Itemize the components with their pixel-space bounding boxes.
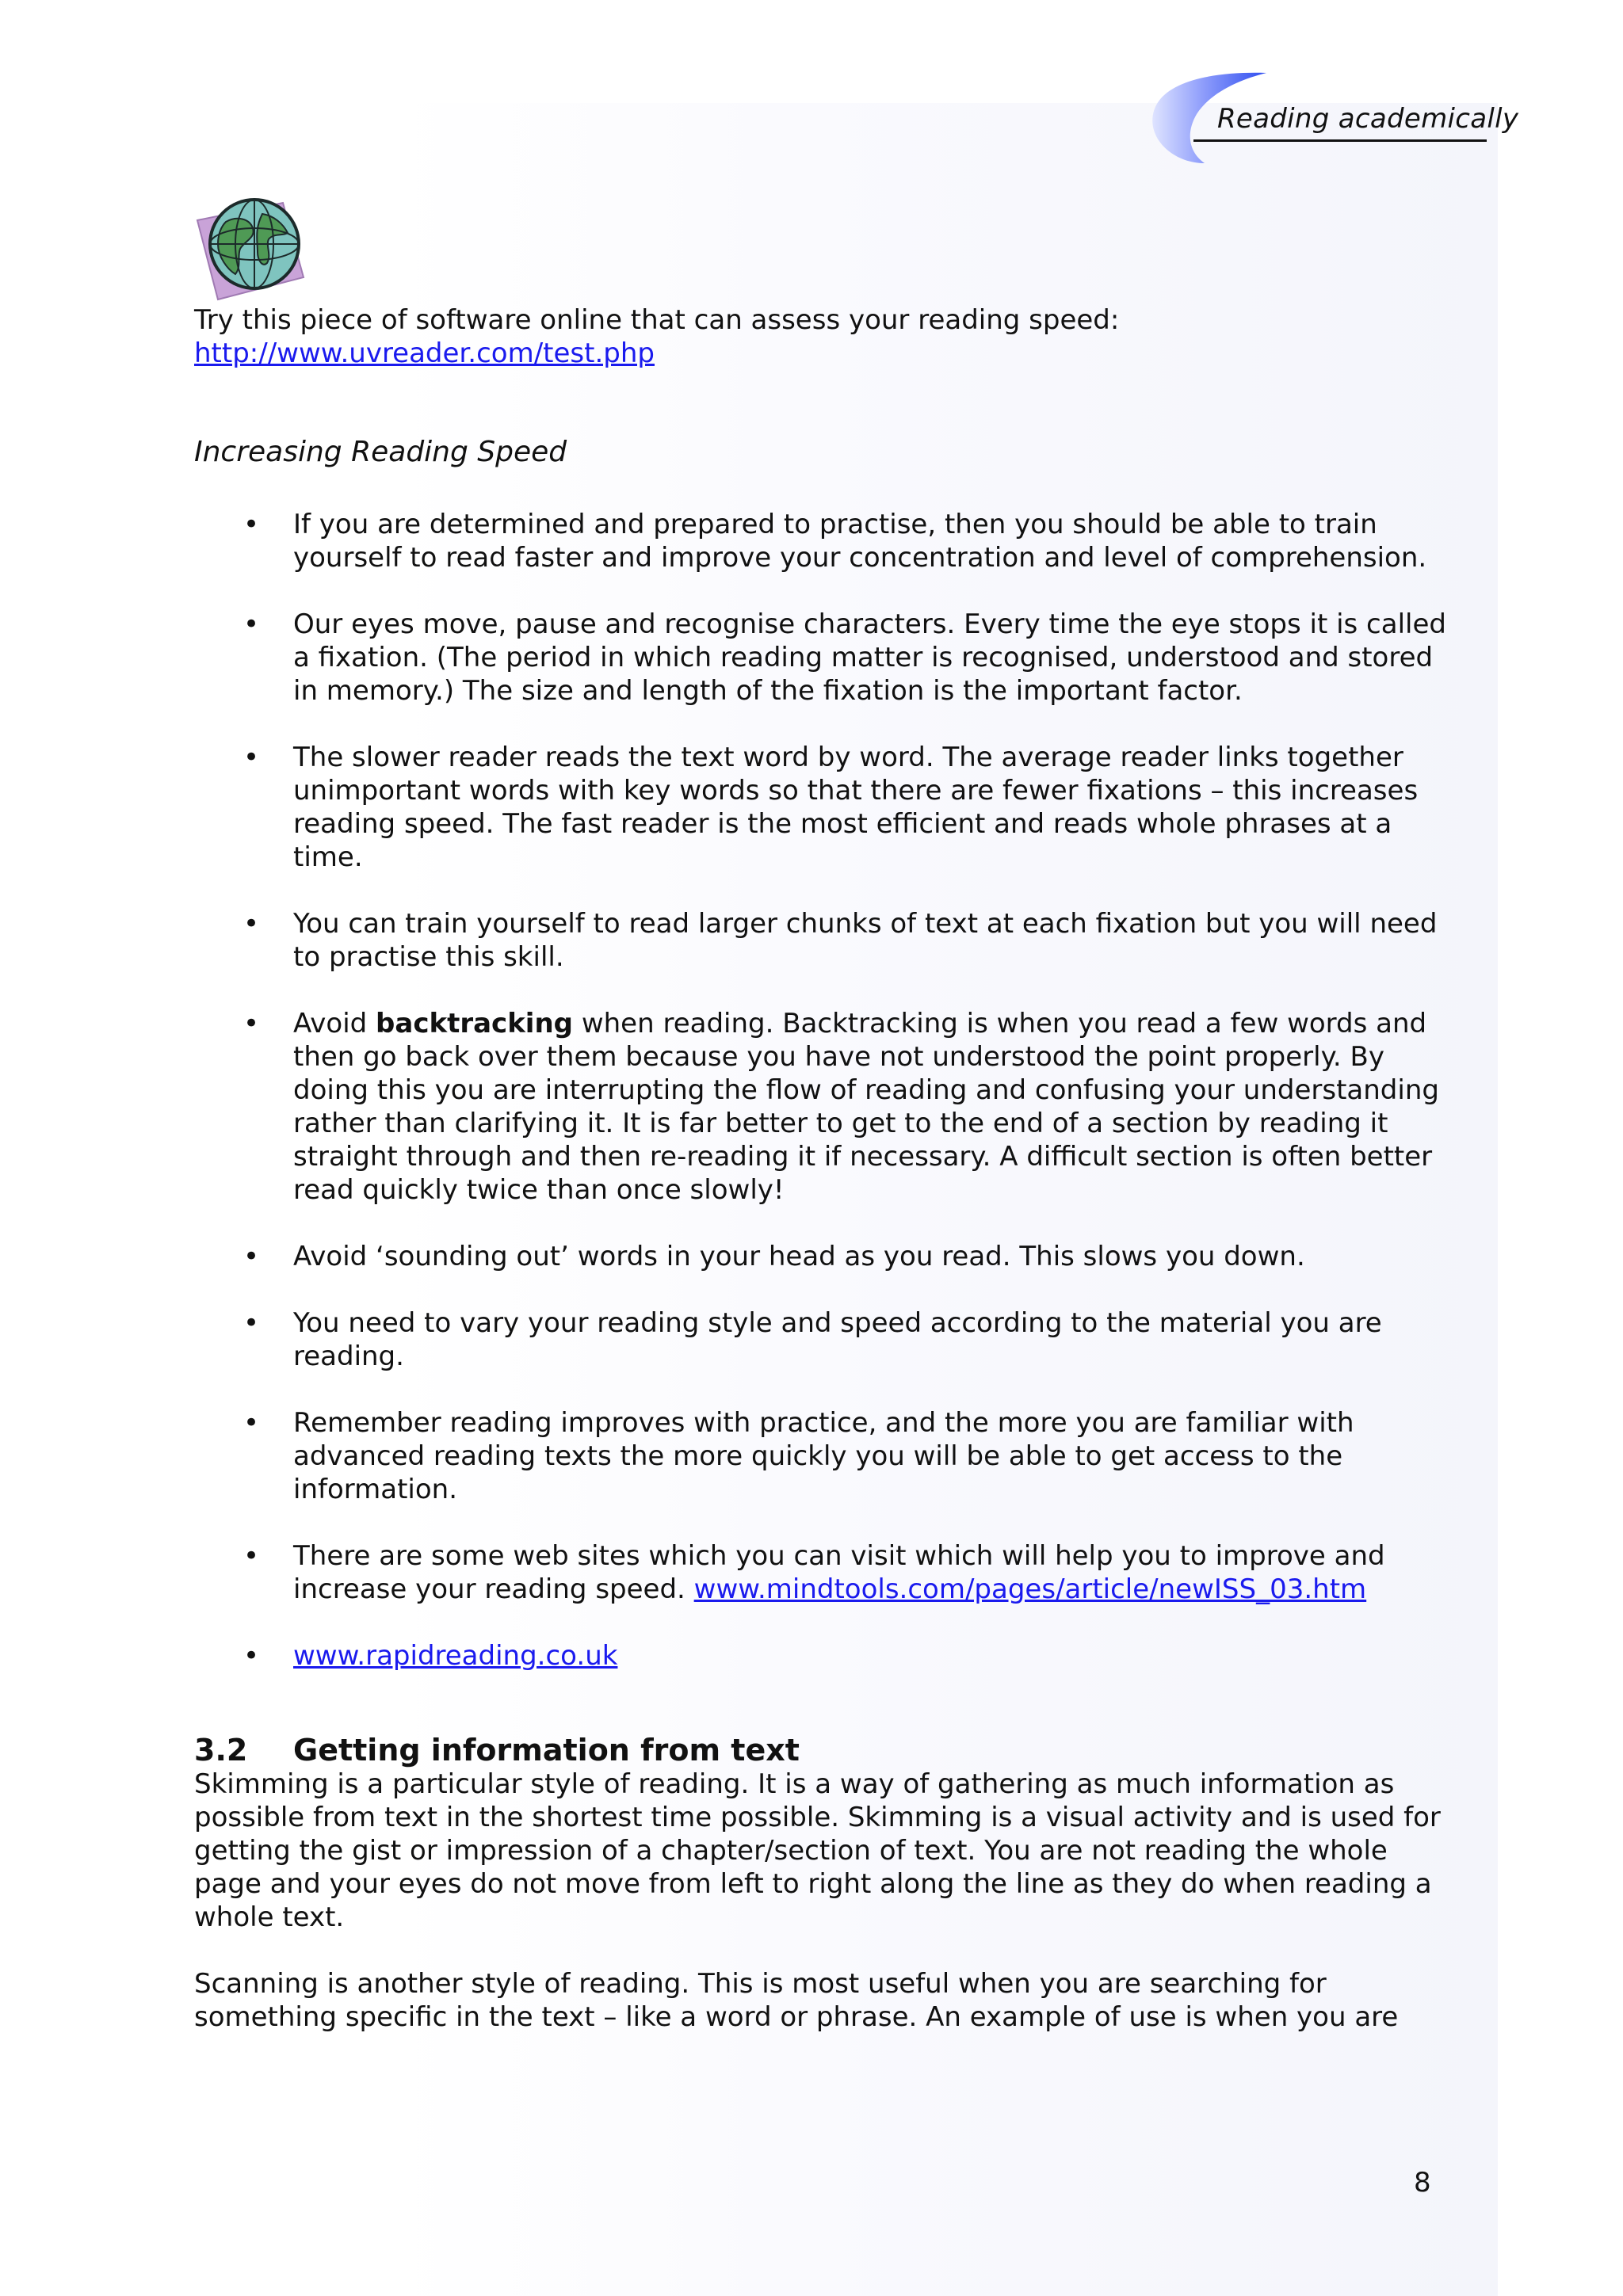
uvreader-link[interactable]: http://www.uvreader.com/test.php xyxy=(194,338,655,369)
list-item: • You can train yourself to read larger chunks of text at each fixation but you will need to practise this skill. xyxy=(243,908,1438,973)
bullet-icon: • xyxy=(243,509,260,540)
bullet-icon: • xyxy=(243,1540,260,1572)
bullet-icon: • xyxy=(243,908,260,940)
list-item: • Avoid backtracking when reading. Backtracking is when you read a few words and then go back over them because you have not understood the point properly. By doing this you are interrupting the flow of reading and confusing your understanding rather than clarifying it. It is far better to get to the end of a section by reading it straight through and then re-reading it if necessary. A difficult section is often better read quickly twice than once slowly! xyxy=(243,1008,1439,1206)
scanning-paragraph: Scanning is another style of reading. This is most useful when you are searching for something specific in the text – like a word or phrase. An example of use is when you are xyxy=(194,1968,1399,2033)
rapidreading-link[interactable]: www.rapidreading.co.uk xyxy=(293,1640,618,1672)
list-item: • Remember reading improves with practice, and the more you are familiar with advanced reading texts the more quickly you will be able to get access to the information. xyxy=(243,1407,1354,1505)
list-item: • The slower reader reads the text word by word. The average reader links together unimportant words with key words so that there are fewer fixations – this increases reading speed. The fast reader is the most efficient and reads whole phrases at a time. xyxy=(243,742,1419,873)
intro-text: Try this piece of software online that can assess your reading speed: xyxy=(194,304,1120,336)
section-title: Getting information from text xyxy=(293,1733,800,1768)
tips-list xyxy=(194,508,1454,1672)
mindtools-link[interactable]: www.mindtools.com/pages/article/newISS_03.htm xyxy=(693,1573,1367,1605)
bullet-icon: • xyxy=(243,1640,260,1672)
list-item xyxy=(194,1639,1454,1672)
skimming-paragraph: Skimming is a particular style of reading. It is a way of gathering as much information as possible from text in the shortest time possible. Skimming is a visual activity and is used for getting the gist or impression of a chapter/section of text. You are not reading the whole page and your eyes do not move from left to right along the line as they do when reading a whole text. xyxy=(194,1768,1441,1933)
list-item: • There are some web sites which you can visit which will help you to improve and increase your reading speed. www.mindtools.com/pages/article/newISS_03.htm xyxy=(243,1540,1385,1605)
list-item: • Our eyes move, pause and recognise characters. Every time the eye stops it is called a fixation. (The period in which reading matter is recognised, understood and stored in memory.) The size and length of the fixation is the important factor. xyxy=(243,608,1446,707)
backtracking-term: backtracking xyxy=(376,1008,574,1039)
header-logo xyxy=(1148,70,1519,173)
bullet-icon: • xyxy=(243,1407,260,1439)
globe-icon xyxy=(194,198,307,303)
list-item: • If you are determined and prepared to practise, then you should be able to train yourself to read faster and improve your concentration and level of comprehension. xyxy=(243,509,1427,574)
bullet-icon: • xyxy=(243,742,260,773)
section-heading xyxy=(194,1733,1454,1768)
section-number: 3.2 xyxy=(194,1733,248,1768)
page-number: 8 xyxy=(1414,2167,1431,2199)
document-body xyxy=(194,303,1454,2034)
bullet-icon: • xyxy=(243,1008,260,1039)
bullet-icon: • xyxy=(243,608,260,640)
header-rule xyxy=(1193,139,1487,142)
list-item: • You need to vary your reading style and speed according to the material you are reading. xyxy=(243,1307,1382,1372)
header-title: Reading academically xyxy=(1217,103,1519,135)
list-item: • Avoid ‘sounding out’ words in your head as you read. This slows you down. xyxy=(243,1241,1305,1272)
bullet-icon: • xyxy=(243,1241,260,1272)
subheading: Increasing Reading Speed xyxy=(194,436,567,468)
bullet-icon: • xyxy=(243,1307,260,1339)
